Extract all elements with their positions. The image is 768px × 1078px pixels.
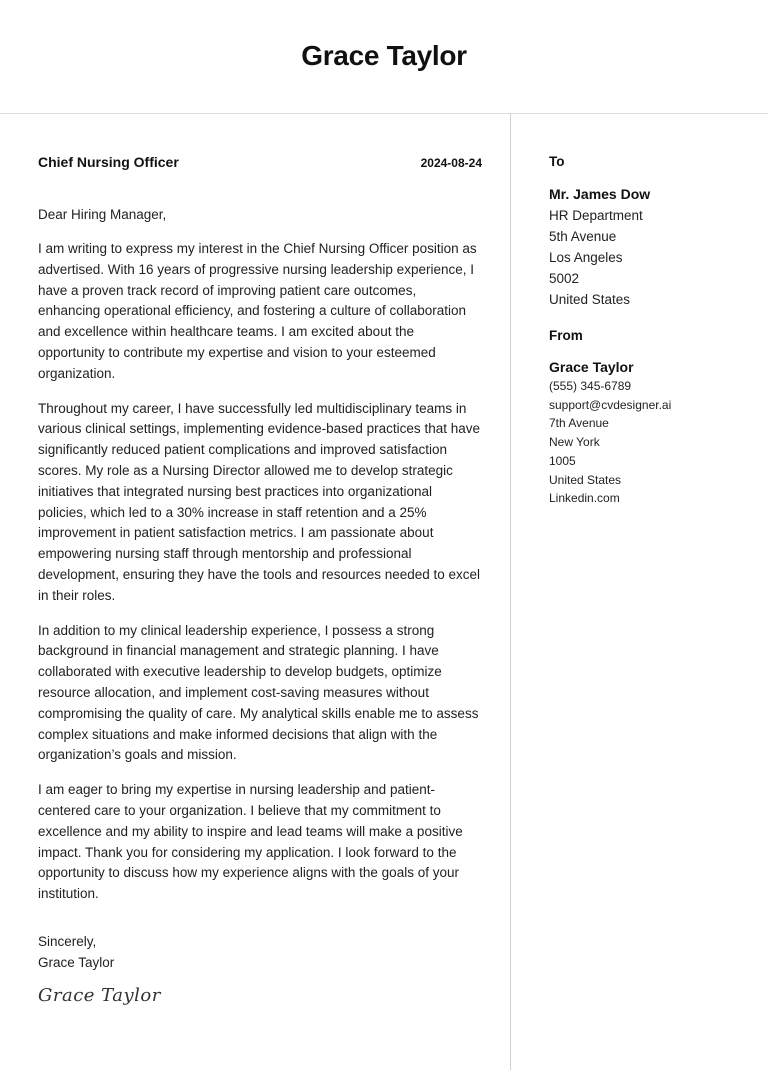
- sender-address-line: United States: [549, 472, 622, 487]
- job-title: Chief Nursing Officer: [38, 154, 179, 170]
- sender-phone: (555) 345-6789: [549, 379, 632, 393]
- recipient-address-line: United States: [549, 292, 631, 307]
- letter-date: 2024-08-24: [420, 156, 482, 170]
- recipient-address-line: 5002: [549, 271, 580, 286]
- recipient-address-line: Los Angeles: [549, 250, 623, 265]
- recipient-address-line: HR Department: [549, 208, 643, 223]
- recipient-address-line: 5th Avenue: [549, 229, 617, 244]
- letter-heading: [38, 154, 482, 174]
- from-label: From: [549, 328, 583, 343]
- page-header: [0, 0, 768, 114]
- sender-address-line: 7th Avenue: [549, 416, 609, 431]
- greeting: Dear Hiring Manager,: [38, 207, 167, 222]
- paragraph: Throughout my career, I have successfully led multidisciplinary teams in various clinical settings, implementing evidence-based practices that have significantly reduced patient complications and improved satisfaction scores. My role as a Nursing Director allowed me to develop strategic initiatives that integrated nursing best practices into organizational policies, which led to a 30% increase in staff retention and a 25% improvement in patient satisfaction metrics. I am passionate about empowering nursing staff through mentorship and professional development, ensuring they have the tools and resources needed to excel in their roles.: [38, 400, 481, 603]
- paragraph: I am writing to express my interest in the Chief Nursing Officer position as advertised. With 16 years of progressive nursing leadership experience, I have a proven track record of improving patient care outcomes, enhancing operational efficiency, and fostering a culture of collaboration and excellence within healthcare teams. I am excited about the opportunity to contribute my expertise and vision to your esteemed organization.: [38, 241, 477, 381]
- paragraph: In addition to my clinical leadership experience, I possess a strong background in financial management and strategic planning. I have collaborated with executive leadership to develop budgets, optimize resource allocation, and implement cost-saving measures without compromising the quality of care. My analytical skills enable me to assess complex situations and make informed decisions that align with the organization’s goals and mission.: [38, 622, 479, 763]
- letter-body: [38, 154, 482, 905]
- closing-block: [38, 932, 114, 973]
- handwritten-signature: Grace Taylor: [38, 985, 161, 1006]
- sender-address-line: 1005: [549, 453, 576, 468]
- paragraph: I am eager to bring my expertise in nursing leadership and patient-centered care to your organization. I believe that my commitment to excellence and my ability to inspire and lead teams will make a positive impact. Thank you for considering my application. I look forward to the opportunity to discuss how my experience aligns with the goals of your institution.: [38, 782, 463, 902]
- recipient-name: Mr. James Dow: [549, 186, 651, 202]
- column-divider: [510, 114, 511, 1070]
- sender-address-line: New York: [549, 435, 600, 450]
- sender-name: Grace Taylor: [549, 359, 634, 375]
- sender-website: Linkedin.com: [549, 491, 620, 506]
- applicant-name: Grace Taylor: [301, 40, 467, 71]
- sender-email: support@cvdesigner.ai: [549, 397, 672, 412]
- address-sidebar: [549, 154, 759, 508]
- to-label: To: [549, 154, 565, 169]
- closing-name: Grace Taylor: [38, 954, 115, 970]
- closing-salutation: Sincerely,: [38, 934, 97, 949]
